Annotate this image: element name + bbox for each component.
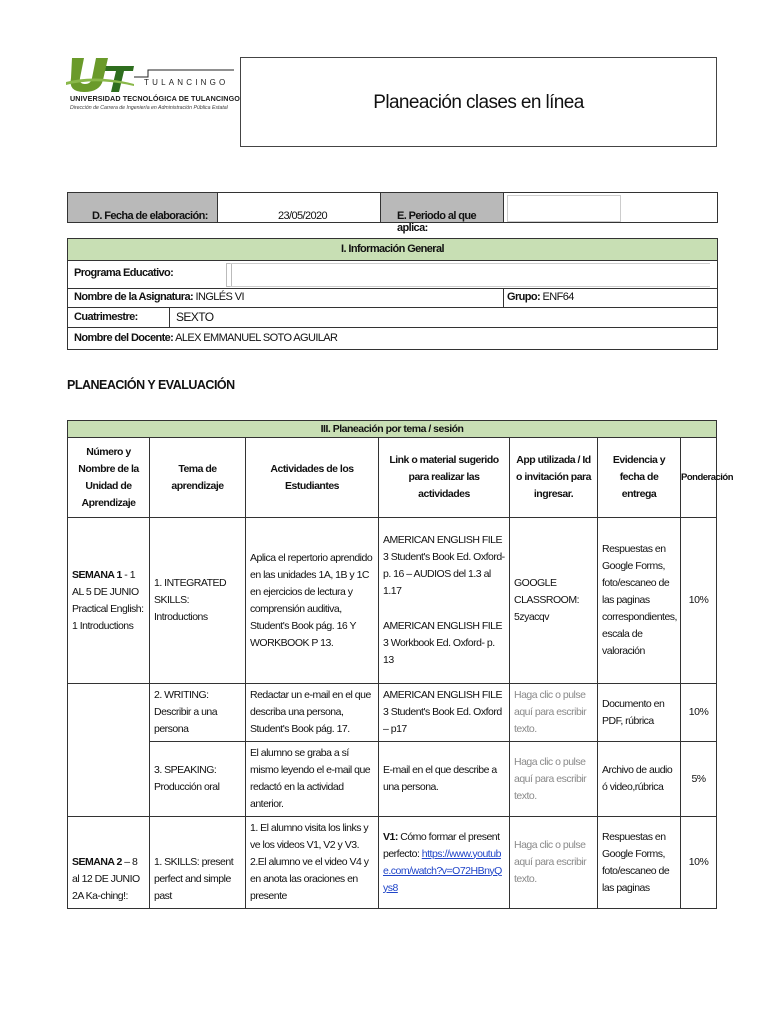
material-text-2: AMERICAN ENGLISH FILE 3 Workbook Ed. Oxford- p. 13 bbox=[383, 620, 503, 666]
group-value: ENF64 bbox=[542, 291, 574, 303]
group-label: Grupo: bbox=[507, 291, 541, 303]
weight-cell: 10% bbox=[681, 684, 717, 742]
term-value: SEXTO bbox=[169, 307, 718, 328]
topic-cell: 1. SKILLS: present perfect and simple past bbox=[150, 817, 246, 909]
period-field[interactable] bbox=[503, 192, 718, 223]
evidence-cell: Documento en PDF, rúbrica bbox=[598, 684, 681, 742]
page-title: Planeación clases en línea bbox=[373, 92, 584, 113]
col-header-material: Link o material sugerido para realizar las actividades bbox=[379, 438, 510, 518]
period-label: E. Periodo al que aplica: bbox=[380, 192, 504, 223]
subject-value: INGLÉS VI bbox=[195, 291, 244, 303]
teacher-row bbox=[67, 327, 718, 350]
material-cell: AMERICAN ENGLISH FILE 3 Student's Book Ed. Oxford – p17 bbox=[379, 684, 510, 742]
youtube-link[interactable]: https://www.youtube.com/watch?v=O72HBnyQys8 bbox=[383, 847, 502, 894]
topic-cell: 1. INTEGRATED SKILLS: Introductions bbox=[150, 518, 246, 684]
table-row bbox=[68, 817, 717, 909]
app-placeholder[interactable]: Haga clic o pulse aquí para escribir texto. bbox=[510, 742, 598, 817]
planning-table-title: III. Planeación por tema / sesión bbox=[68, 421, 717, 438]
evidence-cell: Respuestas en Google Forms, foto/escaneo de las paginas correspondientes, escala de valoración bbox=[598, 518, 681, 684]
teacher-value: ALEX EMMANUEL SOTO AGUILAR bbox=[175, 332, 338, 344]
weight-cell: 10% bbox=[681, 518, 717, 684]
week-2-label: SEMANA 2 bbox=[72, 856, 122, 868]
material-prefix: V1: bbox=[383, 830, 398, 843]
weight-cell: 10% bbox=[681, 817, 717, 909]
table-row bbox=[68, 684, 717, 742]
activity-cell: Aplica el repertorio aprendido en las unidades 1A, 1B y 1C en ejercicios de lectura y comprensión auditiva, Student's Book pág. 16 Y WORKBOOK P 13. bbox=[246, 518, 379, 684]
weight-cell: 5% bbox=[681, 742, 717, 817]
col-header-weight: Ponderación bbox=[681, 438, 717, 518]
utec-logo-mark bbox=[66, 56, 134, 94]
activity-cell: El alumno se graba a sí mismo leyendo el e-mail que redactó en la actividad anterior. bbox=[246, 742, 379, 817]
evidence-cell: Archivo de audio ó video,rúbrica bbox=[598, 742, 681, 817]
topic-cell: 2. WRITING: Describir a una persona bbox=[150, 684, 246, 742]
col-header-unit: Número y Nombre de la Unidad de Aprendizaje bbox=[68, 438, 150, 518]
week-1-text: - 1 AL 5 DE JUNIO Practical English: 1 Introductions bbox=[72, 568, 144, 632]
term-label: Cuatrimestre: bbox=[67, 307, 170, 328]
date-row bbox=[67, 192, 718, 234]
general-info-section bbox=[67, 238, 718, 352]
logo-city-name: TULANCINGO bbox=[144, 78, 229, 87]
planning-section-title: PLANEACIÓN Y EVALUACIÓN bbox=[67, 378, 235, 392]
week-1-continued-cell bbox=[68, 684, 150, 817]
logo-department-name: Dirección de Carrera de Ingeniería en Administración Pública Estatal bbox=[70, 105, 228, 111]
col-header-app: App utilizada / Id o invitación para ingresar. bbox=[510, 438, 598, 518]
material-cell: E-mail en el que describe a una persona. bbox=[379, 742, 510, 817]
material-cell bbox=[379, 518, 510, 684]
app-placeholder[interactable]: Haga clic o pulse aquí para escribir texto. bbox=[510, 817, 598, 909]
material-cell bbox=[379, 817, 510, 909]
week-2-cell bbox=[68, 817, 150, 909]
group-row bbox=[503, 288, 718, 308]
week-1-label: SEMANA 1 bbox=[72, 568, 122, 581]
date-label: D. Fecha de elaboración: bbox=[67, 192, 218, 223]
material-text-1: AMERICAN ENGLISH FILE 3 Student's Book Ed. Oxford- p. 16 – AUDIOS del 1.3 al 1.17 bbox=[383, 534, 505, 597]
planning-header-row bbox=[68, 438, 717, 518]
logo-university-name: UNIVERSIDAD TECNOLÓGICA DE TULANCINGO bbox=[70, 94, 240, 103]
activity-cell: Redactar un e-mail en el que describa una persona, Student's Book pág. 17. bbox=[246, 684, 379, 742]
activity-cell: 1. El alumno visita los links y ve los videos V1, V2 y V3. 2.El alumno ve el video V4 y en anota las oraciones en presente bbox=[246, 817, 379, 909]
table-row bbox=[68, 742, 717, 817]
university-logo bbox=[66, 56, 240, 116]
program-input[interactable] bbox=[230, 263, 710, 287]
table-row bbox=[68, 518, 717, 684]
teacher-label: Nombre del Docente: bbox=[74, 332, 174, 344]
program-label: Programa Educativo: bbox=[74, 267, 174, 279]
planning-table bbox=[67, 420, 734, 909]
date-value: 23/05/2020 bbox=[217, 192, 381, 223]
week-1-cell bbox=[68, 518, 150, 684]
col-header-topic: Tema de aprendizaje bbox=[150, 438, 246, 518]
logo-line-art bbox=[134, 66, 234, 78]
period-input[interactable] bbox=[507, 195, 621, 222]
evidence-cell: Respuestas en Google Forms, foto/escaneo de las paginas bbox=[598, 817, 681, 909]
col-header-activities: Actividades de los Estudiantes bbox=[246, 438, 379, 518]
subject-label: Nombre de la Asignatura: bbox=[74, 291, 194, 303]
general-info-heading: I. Información General bbox=[67, 238, 718, 261]
subject-row bbox=[67, 288, 504, 308]
col-header-evidence: Evidencia y fecha de entrega bbox=[598, 438, 681, 518]
program-row bbox=[67, 260, 718, 289]
week-2-text: – 8 al 12 DE JUNIO 2A Ka-ching!: bbox=[72, 856, 140, 902]
material-text: Cómo formar el present perfecto: bbox=[383, 830, 500, 860]
title-box bbox=[240, 57, 717, 147]
app-placeholder[interactable]: Haga clic o pulse aquí para escribir texto. bbox=[510, 684, 598, 742]
topic-cell: 3. SPEAKING: Producción oral bbox=[150, 742, 246, 817]
app-cell: GOOGLE CLASSROOM: 5zyacqv bbox=[510, 518, 598, 684]
